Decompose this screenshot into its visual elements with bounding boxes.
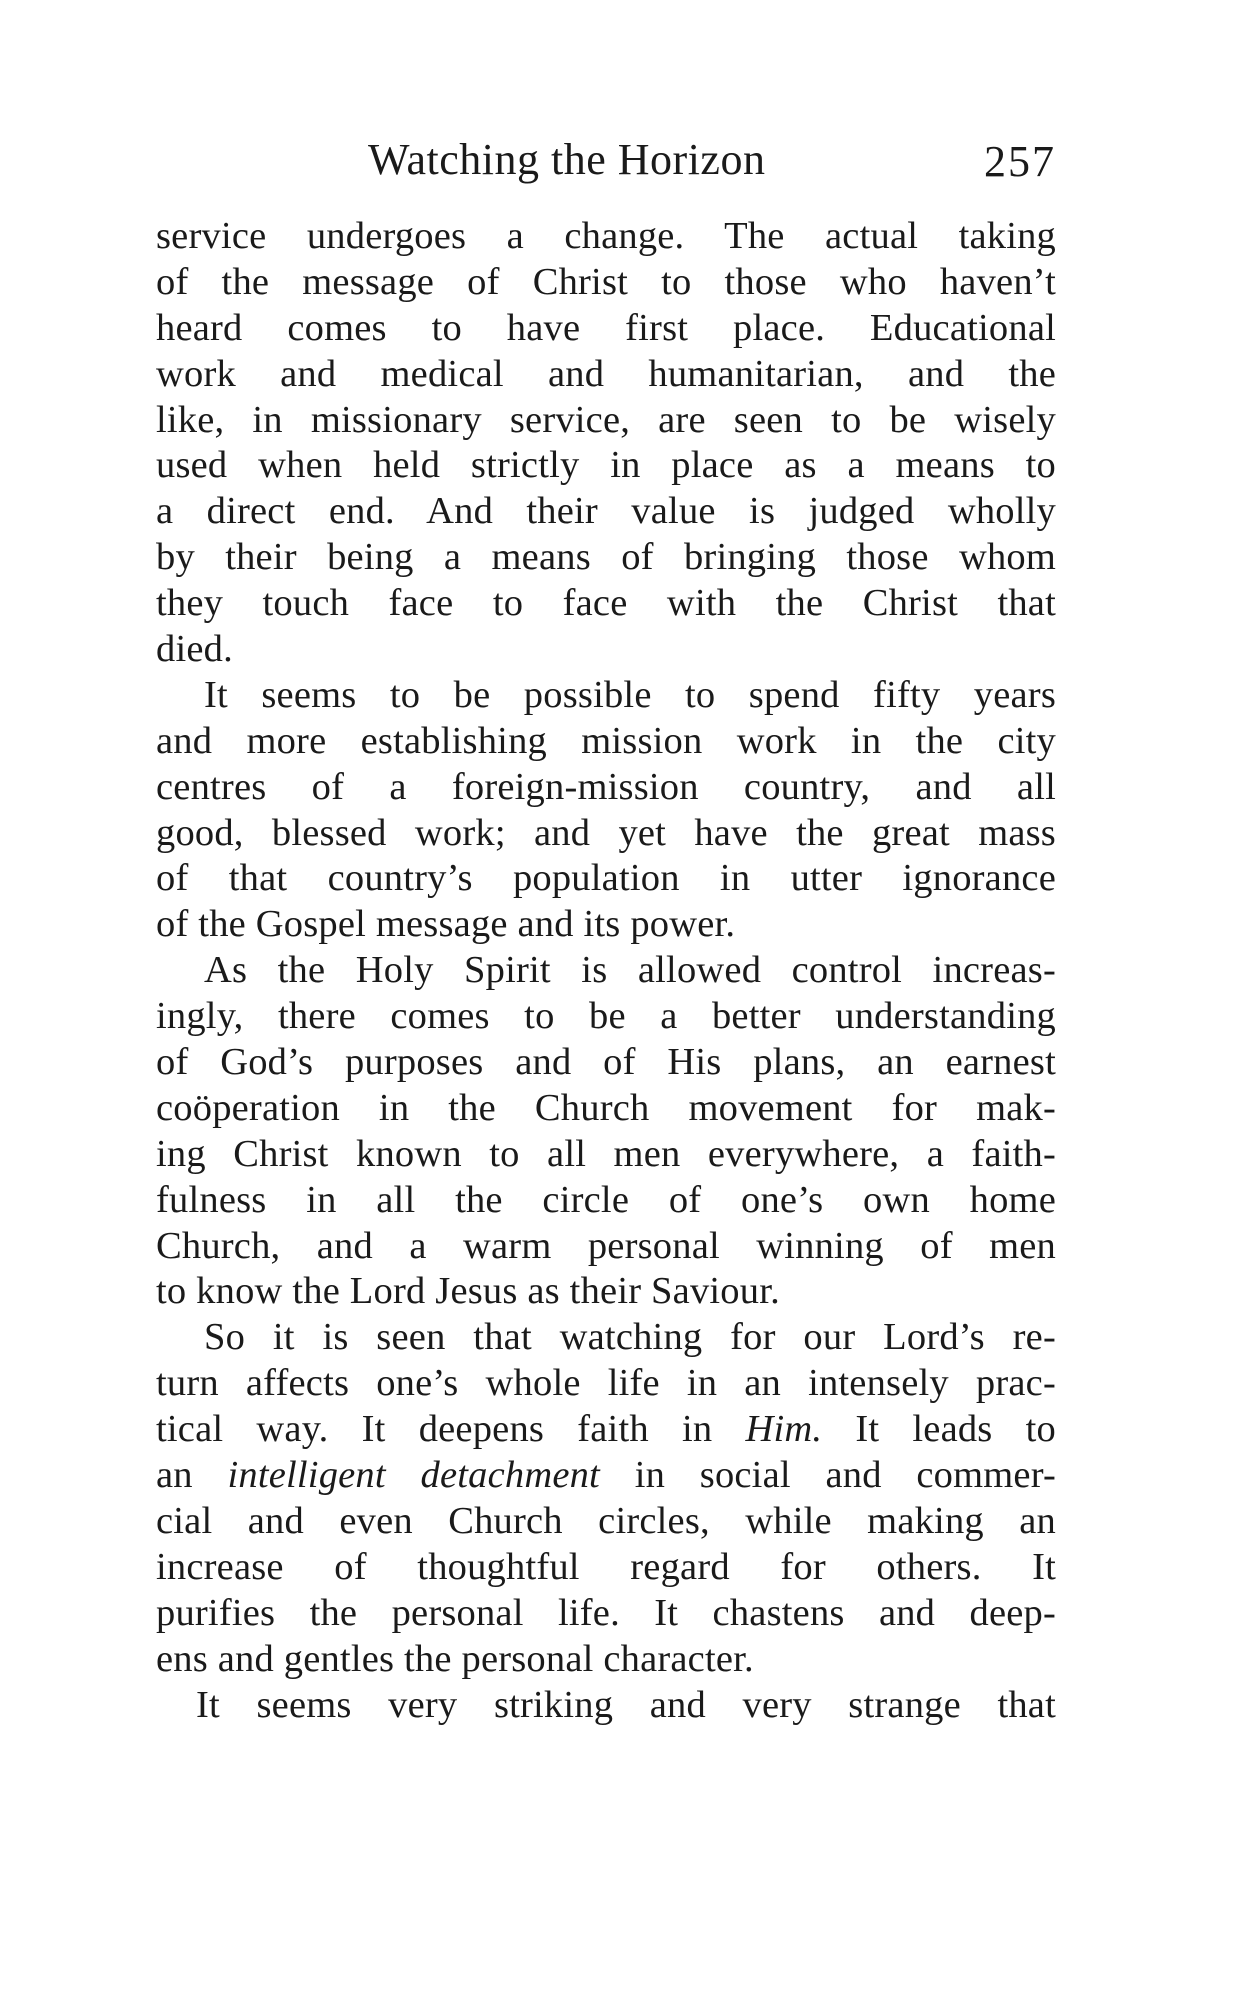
italic-text: Him.	[745, 1408, 823, 1451]
text-line: by their being a means of bringing those whom	[156, 536, 1056, 579]
text-line: ing Christ known to all men everywhere, a faith-	[156, 1132, 1056, 1175]
text-line: coöperation in the Church movement for mak-	[156, 1086, 1056, 1129]
text-line: purifies the personal life. It chastens and deep-	[156, 1591, 1056, 1634]
page-header	[156, 130, 1056, 190]
text-line	[156, 1407, 1056, 1453]
text-segment: in social and commer-	[599, 1454, 1056, 1497]
text-line: work and medical and humanitarian, and the	[156, 352, 1056, 395]
text-line: like, in missionary service, are seen to be wisely	[156, 398, 1056, 441]
text-line: As the Holy Spirit is allowed control increas-	[204, 949, 1056, 992]
text-line: fulness in all the circle of one’s own home	[156, 1178, 1056, 1221]
text-line: of the Gospel message and its power.	[156, 903, 736, 946]
text-line: of that country’s population in utter ignorance	[156, 857, 1056, 900]
text-segment: an	[156, 1454, 228, 1497]
text-line: It seems to be possible to spend fifty years	[204, 673, 1056, 716]
text-line: ens and gentles the personal character.	[156, 1637, 754, 1680]
text-line	[156, 1453, 1056, 1499]
text-line: service undergoes a change. The actual taking	[156, 215, 1056, 257]
text-segment: It leads to	[822, 1408, 1056, 1451]
italic-text: intelligent detachment	[227, 1454, 600, 1497]
text-line: cial and even Church circles, while making an	[156, 1499, 1056, 1542]
text-line: ingly, there comes to be a better understanding	[156, 995, 1056, 1038]
text-segment: tical way. It deepens faith in	[156, 1408, 746, 1451]
text-line: a direct end. And their value is judged wholly	[156, 490, 1056, 533]
text-line: centres of a foreign-mission country, and all	[156, 765, 1056, 808]
text-line: they touch face to face with the Christ that	[156, 582, 1056, 625]
text-line: increase of thoughtful regard for others. It	[156, 1545, 1056, 1588]
text-line: died.	[156, 628, 233, 671]
text-line: and more establishing mission work in the city	[156, 719, 1056, 762]
page-number: 257	[984, 137, 1056, 186]
text-line: to know the Lord Jesus as their Saviour.	[156, 1270, 780, 1313]
running-title: Watching the Horizon	[368, 135, 766, 184]
text-line: It seems very striking and very strange that	[196, 1683, 1056, 1726]
text-line: turn affects one’s whole life in an intensely prac-	[156, 1362, 1056, 1405]
text-line: good, blessed work; and yet have the great mass	[156, 811, 1056, 854]
text-line: used when held strictly in place as a means to	[156, 444, 1056, 487]
text-line: So it is seen that watching for our Lord’s re-	[204, 1316, 1056, 1359]
text-line: of the message of Christ to those who haven’t	[156, 260, 1056, 303]
text-line: of God’s purposes and of His plans, an earnest	[156, 1041, 1056, 1084]
text-line: Church, and a warm personal winning of men	[156, 1224, 1056, 1267]
text-line: heard comes to have first place. Educational	[156, 306, 1056, 349]
body-text	[156, 214, 1056, 1728]
